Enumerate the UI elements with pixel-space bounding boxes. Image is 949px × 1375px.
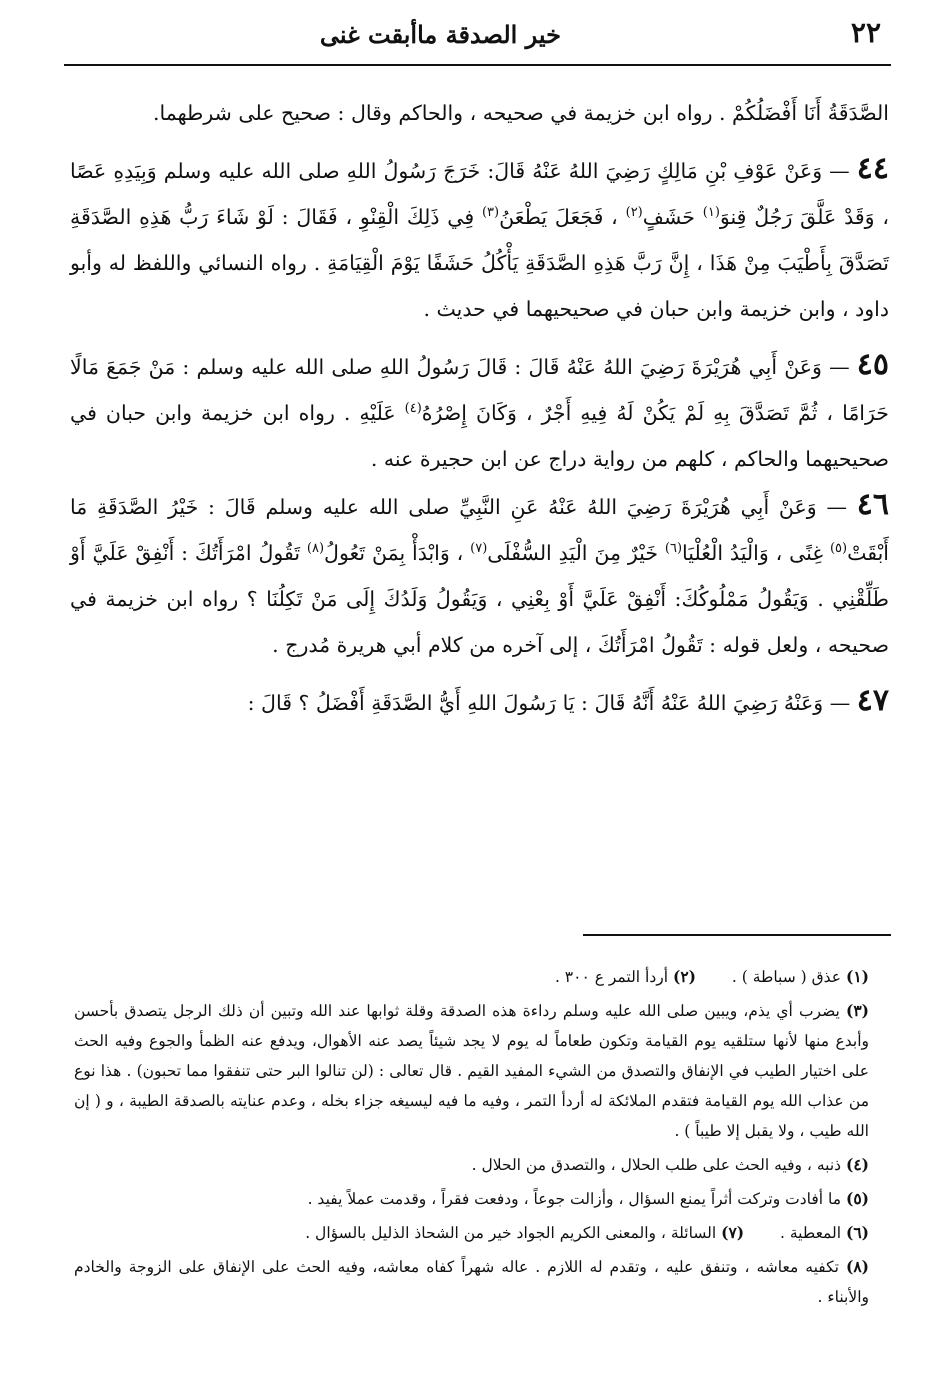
footnote-ref: (٧)	[470, 541, 488, 557]
hadith-text: عَلَيْهِ . رواه ابن خزيمة وابن حبان في صحيحيهما والحاكم ، كلهم من رواية دراج عن ابن حجيرة عنه .	[70, 401, 889, 471]
footnote-ref: (٥)	[829, 541, 848, 557]
hadith-number: ٤٥	[856, 347, 889, 382]
hadith-text: — وَعَنْ عَوْفِ بْنِ مَالِكٍ رَضِيَ اللهُ عَنْهُ قَالَ: خَرَجَ رَسُولُ اللهِ صلى الله عليه وسلم وَبِيَدِهِ عَصًا ، وَقَدْ عَلَّقَ رَجُلٌ قِنوَ	[70, 159, 889, 229]
hadith-text: ، فَجَعَلَ يَطْعَنُ	[499, 205, 618, 229]
hadith-text: — وَعَنْ أَبِي هُرَيْرَةَ رَضِيَ اللهُ عَنْهُ عَنِ النَّبِيِّ صلى الله عليه وسلم قَالَ : خَيْرُ الصَّدَقَةِ مَا أَبْقَتْ	[70, 495, 889, 565]
paragraph-continuation	[70, 90, 889, 136]
footnote-text: ما أفادت وتركت أثراً يمنع السؤال ، وأزالت جوعاً ، ودفعت فقراً ، وقدمت عملاً يفيد .	[307, 1190, 842, 1208]
hadith-45	[70, 342, 889, 482]
main-text	[70, 90, 889, 726]
hadith-text: فِي ذَلِكَ الْقِنْوِ ، فَقَالَ : لَوْ شَاءَ رَبُّ هَذِهِ الصَّدَقَةِ تَصَدَّقَ بِأَطْيَبَ مِنْ هَذَا ، إِنَّ رَبَّ هَذِهِ الصَّدَقَةِ يَأْكُلُ حَشَفًا يَوْمَ الْقِيَامَةِ . رواه النسائي واللفظ له وأبو داود ، وابن خزيمة وابن حبان في صحيحيهما في حديث .	[70, 205, 889, 321]
footnote-text: أردأ التمر ع ٣٠٠ .	[554, 968, 669, 986]
footnote-ref: (٤)	[404, 401, 422, 417]
footnote-number: (٣)	[845, 1001, 869, 1020]
hadith-text: غِنًى ، وَالْيَدُ الْعُلْيَا	[682, 541, 824, 565]
footnote-4	[74, 1150, 869, 1180]
page-number: ٢٢	[850, 16, 881, 49]
footnote-text: المعطية .	[780, 1224, 842, 1242]
footnote-text: السائلة ، والمعنى الكريم الجواد خير من الشحاذ الذليل بالسؤال .	[305, 1224, 717, 1242]
footnote-ref: (٢)	[625, 205, 643, 221]
footnote-text: عذق ( سباطة ) .	[731, 968, 842, 986]
hadith-number: ٤٧	[856, 683, 889, 718]
hadith-text: — وَعَنْ أَبِي هُرَيْرَةَ رَضِيَ اللهُ عَنْهُ قَالَ : قَالَ رَسُولُ اللهِ صلى الله عليه وسلم : مَنْ جَمَعَ مَالًا حَرَامًا ، ثُمَّ تَصَدَّقَ بِهِ لَمْ يَكُنْ لَهُ فِيهِ أَجْرٌ ، وَكَانَ إِصْرُهُ	[70, 355, 889, 425]
paragraph-text: الصَّدَقَةُ أَنَا أَفْضَلُكُمْ . رواه ابن خزيمة في صحيحه ، والحاكم وقال : صحيح على شرطهما.	[152, 101, 889, 125]
footnote-1-2	[74, 962, 869, 992]
hadith-text: ، وَابْدَأْ بِمَنْ تَعُولُ	[324, 541, 464, 565]
hadith-44	[70, 146, 889, 332]
hadith-text: حَشَفٍ	[642, 205, 695, 229]
footnote-text: تكفيه معاشه ، وتنفق عليه ، وتقدم له اللازم . عاله شهراً كفاه معاشه، وفيه الحث على الإنفاق على الزوجة والخادم والأبناء .	[74, 1258, 869, 1306]
hadith-47	[70, 678, 889, 726]
hadith-number: ٤٦	[856, 487, 889, 522]
footnote-rule	[583, 934, 891, 936]
footnote-number: (٨)	[845, 1257, 869, 1276]
footnote-ref: (٨)	[306, 541, 325, 557]
footnote-number: (٥)	[845, 1189, 869, 1208]
footnote-text: ذنبه ، وفيه الحث على طلب الحلال ، والتصدق من الحلال .	[471, 1156, 842, 1174]
footnotes	[74, 962, 869, 1316]
header-rule	[64, 64, 891, 66]
footnote-ref: (٦)	[664, 541, 683, 557]
footnote-number: (٧)	[721, 1223, 745, 1242]
footnote-number: (٦)	[845, 1223, 869, 1242]
hadith-text: خَيْرٌ مِنَ الْيَدِ السُّفْلَى	[487, 541, 658, 565]
footnote-text: يضرب أي يذم، ويبين صلى الله عليه وسلم رداءة هذه الصدقة وقلة ثوابها عند الله وتبين أن ذلك الرجل يتصدق بأحسن وأبدع منها لأنها ستلقيه يوم القيامة وتكون طعاماً له يوم لا يجد شيئاً يصد عنه الأهوال، ويدفع عنه الظمأ والجوع وفيه الحث على اختيار الطيب في الإنفاق والتصدق من الشيء المفيد القيم . قال تعالى : (لن تنالوا البر حتى تنفقوا مما تحبون) . هذا نوع من عذاب الله يوم القيامة فتقدم الملائكة له أردأ التمر ، وفيه ما فيه ليسيغه جزاء بخله ، وعدم عنايته بالصدقة الطيبة ، و ( إن الله طيب ، ولا يقبل إلا طيباً ) .	[74, 1002, 870, 1140]
footnote-8	[74, 1252, 869, 1312]
hadith-text: — وَعَنْهُ رَضِيَ اللهُ عَنْهُ أَنَّهُ قَالَ : يَا رَسُولَ اللهِ أَيُّ الصَّدَقَةِ أَفْضَلُ ؟ قَالَ :	[247, 691, 851, 715]
footnote-number: (٢)	[672, 967, 696, 986]
footnote-3	[74, 996, 869, 1146]
hadith-text: تَقُولُ امْرَأَتُكَ : أَنْفِقْ عَلَيَّ أَوْ طَلِّقْنِي . وَيَقُولُ مَمْلُوكُكَ: أَنْفِقْ عَلَيَّ أَوْ بِعْنِي ، وَيَقُولُ وَلَدُكَ إِلَى مَنْ تَكِلُنَا ؟ رواه ابن خزيمة في صحيحه ، ولعل قوله : تَقُولُ امْرَأَتُكَ ، إلى آخره من كلام أبي هريرة مُدرج .	[70, 541, 889, 657]
running-title: خير الصدقة ماأبقت غنى	[319, 20, 561, 49]
footnote-ref: (١)	[702, 205, 720, 221]
hadith-46	[70, 482, 889, 668]
footnote-number: (١)	[845, 967, 869, 986]
footnote-5	[74, 1184, 869, 1214]
page-header	[64, 12, 891, 52]
footnote-6-7	[74, 1218, 869, 1248]
footnote-ref: (٣)	[481, 205, 500, 221]
hadith-number: ٤٤	[856, 151, 889, 186]
footnote-number: (٤)	[845, 1155, 869, 1174]
